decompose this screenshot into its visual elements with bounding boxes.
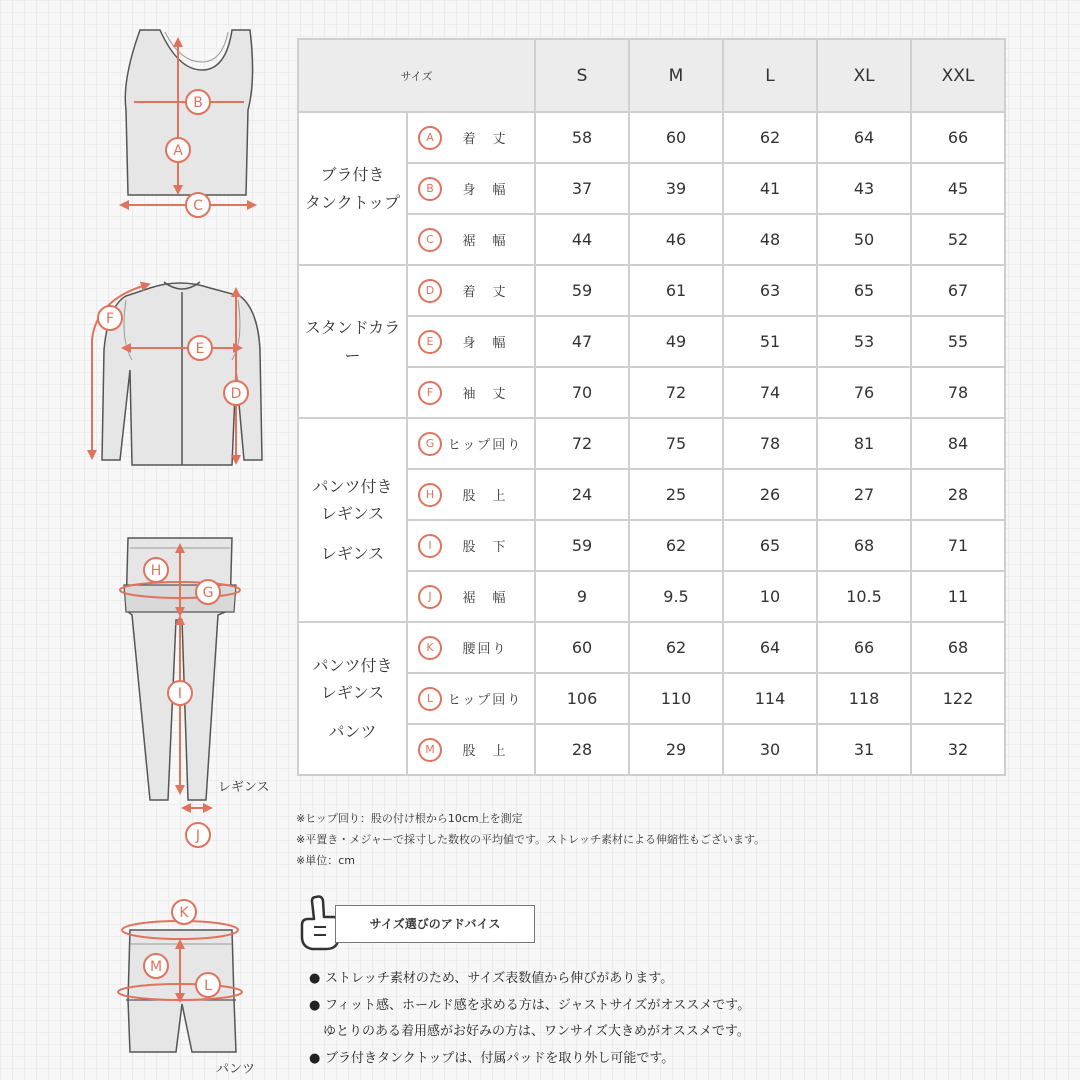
- measurement-cell: [407, 469, 535, 520]
- measurement-badge-icon: I: [418, 534, 442, 558]
- value-cell: 26: [723, 469, 817, 520]
- value-cell: 84: [911, 418, 1005, 469]
- category-line: パンツ: [328, 722, 377, 742]
- value-cell: 78: [911, 367, 1005, 418]
- value-cell: 39: [629, 163, 723, 214]
- value-cell: 71: [911, 520, 1005, 571]
- advice-item: [309, 993, 750, 1020]
- value-cell: 24: [535, 469, 629, 520]
- value-cell: 72: [535, 418, 629, 469]
- value-cell: 110: [629, 673, 723, 724]
- measurement-name: ヒップ回り: [447, 693, 523, 708]
- svg-text:G: G: [202, 585, 214, 601]
- badge-l-icon: [196, 973, 220, 997]
- advice-text: ストレッチ素材のため、サイズ表数値から伸びがあります。: [325, 971, 674, 986]
- category-line: [299, 528, 406, 540]
- svg-text:L: L: [204, 978, 212, 994]
- value-cell: 47: [535, 316, 629, 367]
- value-cell: 64: [723, 622, 817, 673]
- table-row: [298, 265, 1005, 316]
- table-row: [298, 622, 1005, 673]
- badge-b-icon: [186, 90, 210, 114]
- size-col-xxl: XXL: [911, 39, 1005, 112]
- advice-text: ゆとりのある着用感がお好みの方は、ワンサイズ大きめがオススメです。: [323, 1024, 750, 1039]
- value-cell: 61: [629, 265, 723, 316]
- measurement-name: 裾 幅: [462, 591, 508, 606]
- value-cell: 25: [629, 469, 723, 520]
- note-line: ※平置き・メジャーで採寸した数枚の平均値です。ストレッチ素材による伸縮性もございます。: [296, 833, 766, 846]
- value-cell: 55: [911, 316, 1005, 367]
- value-cell: 10: [723, 571, 817, 622]
- size-col-l: L: [723, 39, 817, 112]
- measurement-badge-icon: K: [418, 636, 442, 660]
- note-line: ※単位：cm: [296, 854, 355, 867]
- value-cell: 60: [535, 622, 629, 673]
- size-col-xl: XL: [817, 39, 911, 112]
- tank-top-illustration: [125, 30, 252, 195]
- category-cell: [298, 265, 407, 418]
- value-cell: 52: [911, 214, 1005, 265]
- value-cell: 30: [723, 724, 817, 775]
- value-cell: 59: [535, 265, 629, 316]
- value-cell: 122: [911, 673, 1005, 724]
- badge-h-icon: [144, 558, 168, 582]
- value-cell: 50: [817, 214, 911, 265]
- value-cell: 51: [723, 316, 817, 367]
- value-cell: 43: [817, 163, 911, 214]
- value-cell: 65: [723, 520, 817, 571]
- value-cell: 59: [535, 520, 629, 571]
- value-cell: 62: [629, 622, 723, 673]
- category-line: レギンス: [320, 543, 385, 563]
- note-line: ※ヒップ回り：股の付け根から10cm上を測定: [296, 812, 523, 825]
- svg-text:D: D: [230, 386, 242, 402]
- measurement-name: 袖 丈: [462, 387, 508, 402]
- category-cell: [298, 622, 407, 775]
- value-cell: 44: [535, 214, 629, 265]
- measurement-badge-icon: D: [418, 279, 442, 303]
- measurement-badge-icon: M: [418, 738, 442, 762]
- size-header: サイズ: [298, 39, 535, 112]
- size-col-m: M: [629, 39, 723, 112]
- svg-text:A: A: [173, 143, 183, 159]
- measurement-cell: [407, 112, 535, 163]
- measurement-badge-icon: H: [418, 483, 442, 507]
- badge-k-icon: [172, 900, 196, 924]
- advice-item-continued: [309, 1019, 750, 1046]
- badge-j-icon: [186, 823, 210, 847]
- value-cell: 106: [535, 673, 629, 724]
- value-cell: 63: [723, 265, 817, 316]
- measurement-badge-icon: B: [418, 177, 442, 201]
- badge-e-icon: [188, 336, 212, 360]
- value-cell: 60: [629, 112, 723, 163]
- measurement-cell: [407, 571, 535, 622]
- measurement-name: ヒップ回り: [447, 438, 523, 453]
- measurement-name: 腰回り: [462, 642, 508, 657]
- bullet-icon: ●: [309, 997, 321, 1013]
- value-cell: 46: [629, 214, 723, 265]
- advice-item: [309, 966, 750, 993]
- value-cell: 78: [723, 418, 817, 469]
- stand-collar-jacket-illustration: [102, 282, 262, 465]
- value-cell: 75: [629, 418, 723, 469]
- value-cell: 49: [629, 316, 723, 367]
- value-cell: 31: [817, 724, 911, 775]
- advice-list: [309, 966, 750, 1072]
- svg-text:I: I: [177, 686, 183, 702]
- measurement-name: 着 丈: [462, 132, 508, 147]
- measurement-cell: [407, 724, 535, 775]
- measurement-cell: [407, 418, 535, 469]
- measurement-badge-icon: C: [418, 228, 442, 252]
- measurement-name: 股 上: [462, 744, 508, 759]
- category-cell: [298, 112, 407, 265]
- value-cell: 45: [911, 163, 1005, 214]
- measurement-cell: [407, 622, 535, 673]
- measurement-badge-icon: A: [418, 126, 442, 150]
- measurement-name: 股 上: [462, 489, 508, 504]
- category-line: レギンス: [320, 682, 385, 702]
- svg-text:K: K: [179, 905, 189, 921]
- badge-m-icon: [144, 954, 168, 978]
- value-cell: 53: [817, 316, 911, 367]
- value-cell: 29: [629, 724, 723, 775]
- value-cell: 27: [817, 469, 911, 520]
- svg-text:H: H: [150, 563, 162, 579]
- measurement-badge-icon: F: [418, 381, 442, 405]
- measurement-cell: [407, 367, 535, 418]
- value-cell: 41: [723, 163, 817, 214]
- value-cell: 32: [911, 724, 1005, 775]
- value-cell: 10.5: [817, 571, 911, 622]
- value-cell: 62: [629, 520, 723, 571]
- badge-i-icon: [168, 681, 192, 705]
- category-line: レギンス: [320, 504, 385, 524]
- value-cell: 68: [817, 520, 911, 571]
- advice-title: サイズ選びのアドバイス: [335, 905, 535, 943]
- value-cell: 114: [723, 673, 817, 724]
- category-line: タンクトップ: [304, 192, 401, 212]
- badge-g-icon: [196, 580, 220, 604]
- measurement-name: 股 下: [462, 540, 508, 555]
- category-line: [299, 706, 406, 718]
- leggings-label: レギンス: [218, 780, 270, 795]
- category-line: パンツ付き: [312, 655, 393, 675]
- value-cell: 66: [817, 622, 911, 673]
- bullet-icon: ●: [309, 971, 321, 986]
- bullet-icon: ●: [309, 1050, 321, 1066]
- svg-text:J: J: [195, 828, 201, 844]
- svg-text:E: E: [195, 341, 205, 357]
- measurement-badge-icon: G: [418, 432, 442, 456]
- notes: [296, 808, 765, 871]
- measurement-name: 身 幅: [462, 183, 508, 198]
- value-cell: 68: [911, 622, 1005, 673]
- measurement-cell: [407, 673, 535, 724]
- measurement-name: 身 幅: [462, 336, 508, 351]
- badge-c-icon: [186, 193, 210, 217]
- value-cell: 9: [535, 571, 629, 622]
- value-cell: 67: [911, 265, 1005, 316]
- measurement-cell: [407, 316, 535, 367]
- advice-text: ブラ付きタンクトップは、付属パッドを取り外し可能です。: [325, 1050, 675, 1066]
- advice-item: [309, 1046, 750, 1073]
- measurement-cell: [407, 214, 535, 265]
- value-cell: 65: [817, 265, 911, 316]
- measurement-name: 着 丈: [462, 285, 508, 300]
- value-cell: 74: [723, 367, 817, 418]
- value-cell: 28: [911, 469, 1005, 520]
- garment-illustrations: [0, 0, 290, 1080]
- value-cell: 66: [911, 112, 1005, 163]
- value-cell: 11: [911, 571, 1005, 622]
- measurement-name: 裾 幅: [462, 234, 508, 249]
- category-cell: [298, 418, 407, 622]
- size-chart-table: [297, 38, 1006, 776]
- value-cell: 76: [817, 367, 911, 418]
- value-cell: 70: [535, 367, 629, 418]
- advice-text: フィット感、ホールド感を求める方は、ジャストサイズがオススメです。: [325, 997, 751, 1013]
- measurement-badge-icon: L: [418, 687, 442, 711]
- size-col-s: S: [535, 39, 629, 112]
- value-cell: 48: [723, 214, 817, 265]
- value-cell: 9.5: [629, 571, 723, 622]
- table-body: [298, 112, 1005, 775]
- svg-text:F: F: [105, 311, 115, 327]
- measurement-cell: [407, 265, 535, 316]
- pants-label: パンツ: [216, 1062, 256, 1077]
- value-cell: 64: [817, 112, 911, 163]
- badge-d-icon: [224, 381, 248, 405]
- value-cell: 58: [535, 112, 629, 163]
- measurement-cell: [407, 520, 535, 571]
- value-cell: 37: [535, 163, 629, 214]
- table-row: [298, 112, 1005, 163]
- measurement-badge-icon: J: [418, 585, 442, 609]
- value-cell: 28: [535, 724, 629, 775]
- measurement-badge-icon: E: [418, 330, 442, 354]
- badge-f-icon: [98, 306, 122, 330]
- category-line: ブラ付き: [320, 165, 385, 185]
- table-row: [298, 418, 1005, 469]
- badge-a-icon: [166, 138, 190, 162]
- table-header-row: [298, 39, 1005, 112]
- category-line: スタンドカラー: [304, 318, 401, 365]
- value-cell: 81: [817, 418, 911, 469]
- measurement-cell: [407, 163, 535, 214]
- value-cell: 72: [629, 367, 723, 418]
- value-cell: 118: [817, 673, 911, 724]
- svg-text:B: B: [193, 95, 203, 111]
- svg-text:M: M: [149, 959, 163, 975]
- svg-text:C: C: [193, 198, 203, 214]
- value-cell: 62: [723, 112, 817, 163]
- category-line: パンツ付き: [312, 477, 393, 497]
